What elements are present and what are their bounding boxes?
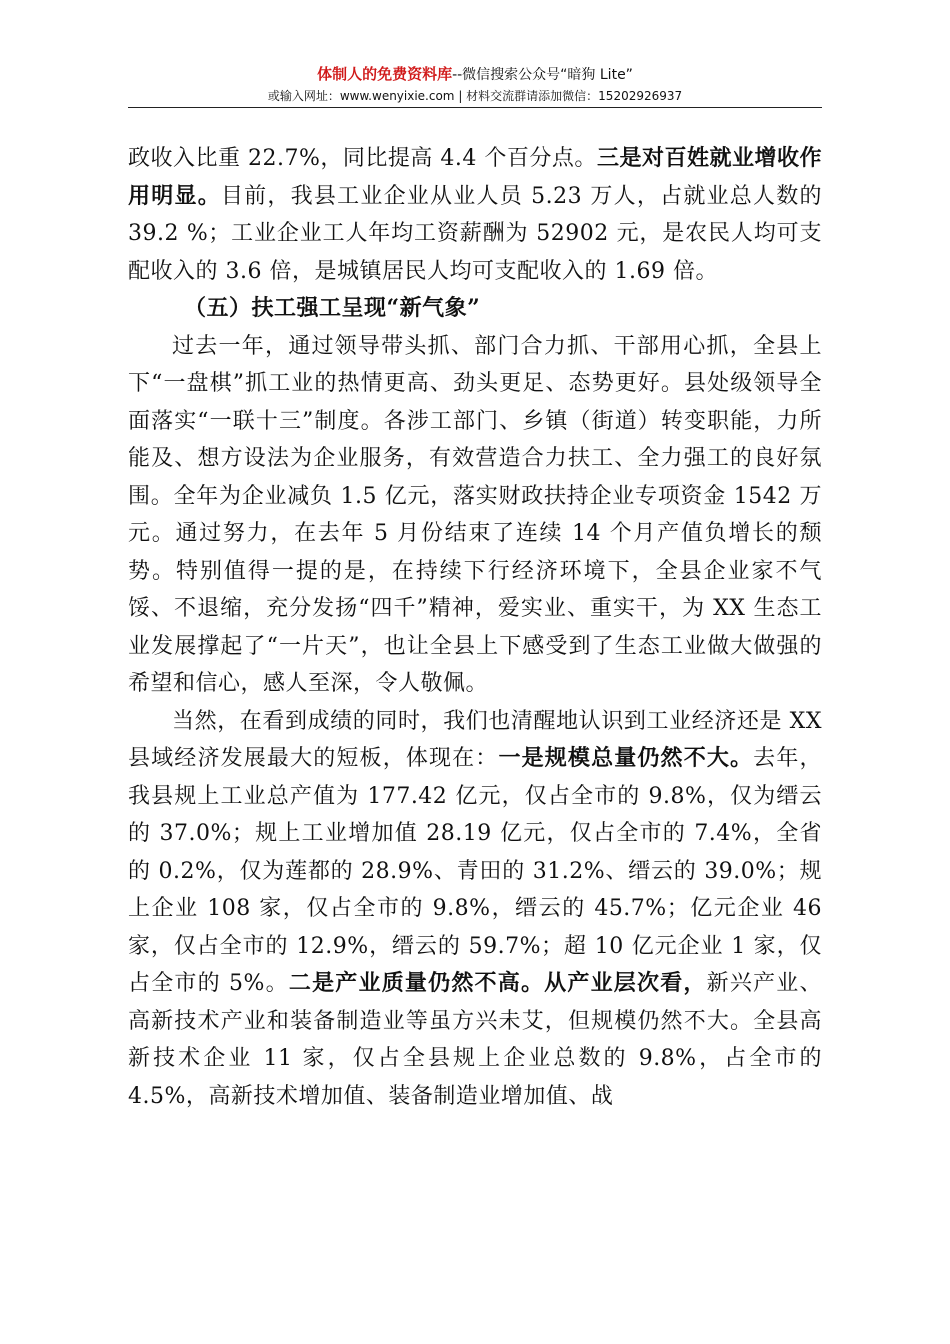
paragraph-1-bold-a: 三是对百姓就业增收作用明显。 xyxy=(128,145,822,209)
header-tagline: --微信搜索公众号“暗狗 Lite” xyxy=(452,67,633,83)
paragraph-3 xyxy=(128,703,822,1116)
header-line-1 xyxy=(0,64,950,85)
paragraph-1-text-b: 目前，我县工业企业从业人员 5.23 万人，占就业总人数的 39.2 %；工业企业工人年均工资薪酬为 52902 元，是农民人均可支配收入的 3.6 倍，是城镇居民人均可支配收入的 1.69 倍。 xyxy=(128,183,822,284)
paragraph-1-text-a: 政收入比重 22.7%，同比提高 4.4 个百分点。 xyxy=(128,146,597,171)
brand-name: 体制人的免费资料库 xyxy=(317,65,453,83)
paragraph-3-text-c: 新兴产业、高新技术产业和装备制造业等虽方兴未艾，但规模仍然不大。全县高新技术企业 11 家，仅占全县规上企业总数的 9.8%，占全市的 4.5%，高新技术增加值、装备制造业增加值、战 xyxy=(128,971,822,1109)
paragraph-3-bold-a: 一是规模总量仍然不大。 xyxy=(498,745,754,771)
header-line-2: 或输入网址：www.wenyixie.com | 材料交流群请添加微信：15202926937 xyxy=(267,89,683,103)
page-header xyxy=(0,64,950,105)
paragraph-3-text-a: 当然，在看到成绩的同时，我们也清醒地认识到工业经济还是 XX 县域经济发展最大的短板，体现在： xyxy=(128,708,822,771)
document-body xyxy=(128,140,822,1115)
paragraph-3-text-b: 去年，我县规上工业总产值为 177.42 亿元，仅占全市的 9.8%，仅为缙云的 37.0%；规上工业增加值 28.19 亿元，仅占全市的 7.4%，全省的 0.2%，仅为莲都的 28.9%、青田的 31.2%、缙云的 39.0%；规上企业 108 家，仅占全市的 9.8%，缙云的 45.7%；亿元企业 46 家，仅占全市的 12.9%，缙云的 59.7%；超 10 亿元企业 1 家，仅占全市的 5%。 xyxy=(128,746,822,996)
section-heading: （五）扶工强工呈现“新气象” xyxy=(184,295,481,321)
paragraph-1 xyxy=(128,140,822,290)
paragraph-2: 过去一年，通过领导带头抓、部门合力抓、干部用心抓，全县上下“一盘棋”抓工业的热情更高、劲头更足、态势更好。县处级领导全面落实“一联十三”制度。各涉工部门、乡镇（街道）转变职能，力所能及、想方设法为企业服务，有效营造合力扶工、全力强工的良好氛围。全年为企业减负 1.5 亿元，落实财政扶持企业专项资金 1542 万元。通过努力，在去年 5 月份结束了连续 14 个月产值负增长的颓势。特别值得一提的是，在持续下行经济环境下，全县企业家不气馁、不退缩，充分发扬“四千”精神，爱实业、重实干，为 XX 生态工业发展撑起了“一片天”，也让全县上下感受到了生态工业做大做强的希望和信心，感人至深，令人敬佩。 xyxy=(128,333,822,696)
header-divider xyxy=(128,107,822,108)
paragraph-3-bold-b: 二是产业质量仍然不高。从产业层次看， xyxy=(288,970,707,996)
